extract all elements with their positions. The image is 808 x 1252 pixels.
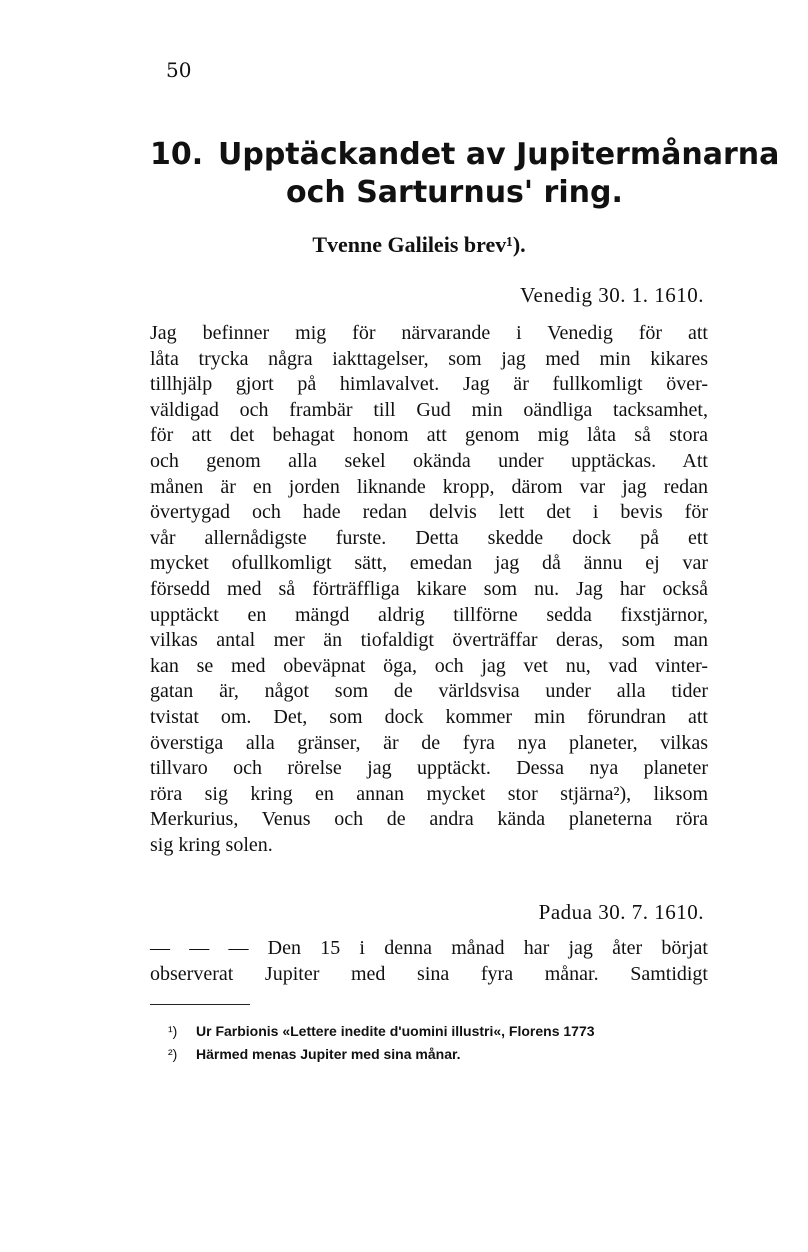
chapter-number: 10.	[150, 137, 204, 172]
text-line: tillhjälp gjort på himlavalvet. Jag är fullkomligt över-	[150, 373, 708, 396]
text-line: vilkas antal mer än tiofaldigt överträffar deras, som man	[150, 629, 708, 652]
text-line: Merkurius, Venus och de andra kända planeterna röra	[150, 808, 708, 831]
footnotes	[168, 1020, 595, 1066]
text-line: observerat Jupiter med sina fyra månar. Samtidigt	[150, 962, 708, 985]
letter2-body	[150, 936, 708, 987]
text-line: försedd med så förträffliga kikare som nu. Jag har också	[150, 577, 708, 600]
text-line: upptäckt en mängd aldrig tillförne sedda fixstjärnor,	[150, 603, 708, 626]
text-line: tvistat om. Det, som dock kommer min förundran att	[150, 705, 708, 728]
text-line: röra sig kring en annan mycket stor stjärna²), liksom	[150, 782, 708, 805]
text-line: överstiga alla gränser, är de fyra nya planeter, vilkas	[150, 731, 708, 754]
text-line: Jag befinner mig för närvarande i Venedig för att	[150, 322, 708, 344]
text-line: vår allernådigste furste. Detta skedde dock på ett	[150, 526, 708, 549]
chapter-title-line2: och Sarturnus' ring.	[286, 175, 623, 210]
footnote-marker: ¹)	[168, 1023, 178, 1039]
subtitle: Tvenne Galileis brev¹).	[312, 232, 526, 257]
footnote-rule	[150, 1004, 250, 1005]
footnote-marker: ²)	[168, 1046, 178, 1062]
footnote	[168, 1043, 595, 1066]
text-line: mycket ofullkomligt sätt, emedan jag då ännu ej var	[150, 552, 708, 575]
text-line: väldigad och frambär till Gud min oändliga tacksamhet,	[150, 398, 708, 421]
text-line: sig kring solen.	[150, 833, 273, 856]
chapter-title-line1: Upptäckandet av Jupitermånarna	[218, 137, 780, 172]
text-line: för att det behagat honom att genom mig låta så stora	[150, 424, 708, 447]
text-line: månen är en jorden liknande kropp, därom var jag redan	[150, 475, 708, 498]
text-line: övertygad och hade redan delvis lett det i bevis för	[150, 501, 708, 524]
text-line: kan se med obeväpnat öga, och jag vet nu, vad vinter-	[150, 654, 708, 677]
letter1-dateline: Venedig 30. 1. 1610.	[520, 283, 704, 307]
footnote-text: Härmed menas Jupiter med sina månar.	[196, 1046, 461, 1062]
text-line: och genom alla sekel okända under upptäckas. Att	[150, 449, 708, 472]
letter1-body	[150, 321, 708, 858]
letter2-dateline: Padua 30. 7. 1610.	[538, 900, 704, 924]
text-line: — — — Den 15 i denna månad har jag åter börjat	[150, 937, 708, 959]
footnote-text: Ur Farbionis «Lettere inedite d'uomini illustri«, Florens 1773	[196, 1023, 595, 1039]
text-line: låta trycka några iakttagelser, som jag med min kikares	[150, 347, 708, 370]
footnote	[168, 1020, 595, 1043]
page-number: 50	[166, 58, 192, 82]
text-line: tillvaro och rörelse jag upptäckt. Dessa nya planeter	[150, 757, 708, 780]
text-line: gatan är, något som de världsvisa under alla tider	[150, 680, 708, 703]
